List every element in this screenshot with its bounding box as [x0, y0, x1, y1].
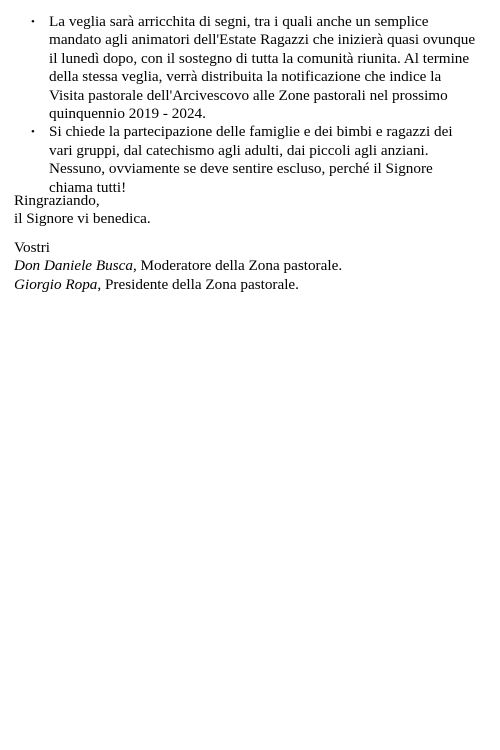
bullet-list: [0, 13, 478, 197]
signer-moderator: [14, 257, 484, 275]
signoff-greeting: Vostri: [14, 239, 51, 256]
signer-president: [14, 276, 484, 294]
closing-thanks: Ringraziando,: [14, 192, 100, 209]
bullet-icon: •: [31, 16, 35, 28]
closing-paragraph: [14, 192, 484, 229]
signer-president-role: , Presidente della Zona pastorale.: [97, 275, 299, 293]
list-item: [0, 123, 478, 197]
signature-block: [14, 239, 484, 294]
list-item-text: La veglia sarà arricchita di segni, tra i quali anche un semplice mandato agli animatori dell'Estate Ragazzi che inizierà quasi ovunque il lunedì dopo, con il sostegno di tutta la comunità riunita. Al termine della stessa veglia, verrà distribuita la notificazione che indice la Visita pastorale dell'Arcivescovo alle Zone pastorali nel prossimo quinquennio 2019 - 2024.: [49, 13, 476, 123]
closing-blessing: il Signore vi benedica.: [14, 210, 151, 228]
bullet-icon: •: [31, 126, 35, 139]
list-item: [0, 13, 478, 123]
list-item-text: Si chiede la partecipazione delle famiglie e dei bimbi e ragazzi dei vari gruppi, dal catechismo agli adulti, dai piccoli agli anziani. Nessuno, ovviamente se deve sentire escluso, perché il Signore chiama tutti!: [49, 123, 453, 196]
signer-moderator-name: Don Daniele Busca: [14, 257, 133, 275]
signer-moderator-role: , Moderatore della Zona pastorale.: [132, 257, 343, 275]
signer-president-name: Giorgio Ropa: [14, 275, 98, 293]
